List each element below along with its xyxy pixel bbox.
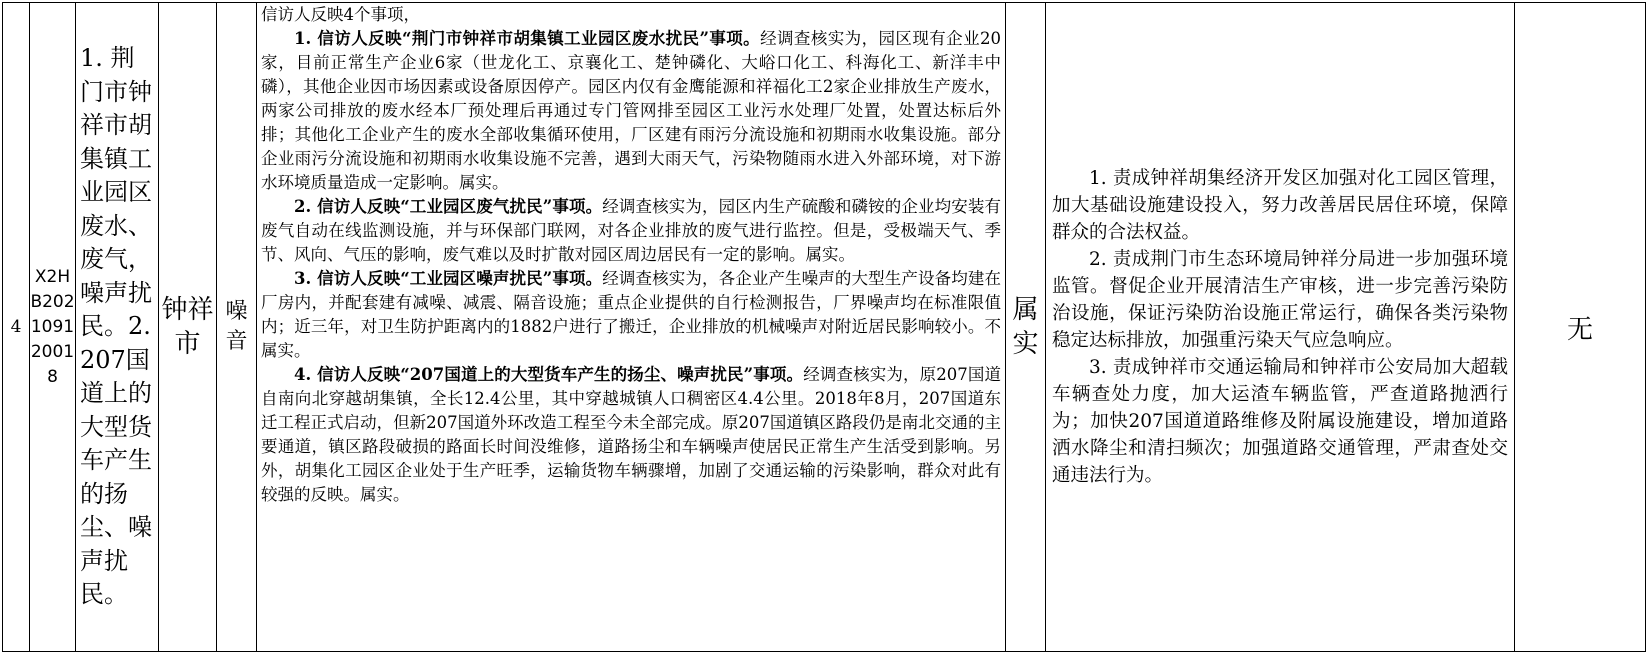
investigation-item-3 [261,267,1001,363]
verdict: 属实 [1006,3,1046,652]
investigation-item-2 [261,195,1001,267]
item-heading: 3. 信访人反映“工业园区噪声扰民”事项。 [294,269,603,288]
petition-table [2,2,1646,652]
region: 钟祥市 [159,3,217,652]
investigation-item-1 [261,27,1001,195]
measure-item: 1. 责成钟祥胡集经济开发区加强对化工园区管理，加大基础设施建设投入，努力改善居民居住环境，保障群众的合法权益。 [1052,168,1508,243]
item-heading: 4. 信访人反映“207国道上的大型货车产生的扬尘、噪声扰民”事项。 [294,365,804,384]
rectification-measures [1046,3,1515,652]
item-body: 经调查核实为，园区现有企业20家，目前正常生产企业6家（世龙化工、京襄化工、楚钟磷化、大峪口化工、科海化工、新洋丰中磷），其他企业因市场因素或设备原因停产。园区内仅有金鹰能源和祥福化工2家企业排放生产废水，两家公司排放的废水经本厂预处理后再通过专门管网排至园区工业污水处理厂处置，处置达标后外排；其他化工企业产生的废水全部收集循环使用，厂区建有雨污分流设施和初期雨水收集设施。部分企业雨污分流设施和初期雨水收集设施不完善，遇到大雨天气，污染物随雨水进入外部环境，对下游水环境质量造成一定影响。属实。 [261,29,1001,192]
pollution-type: 噪音 [217,3,257,652]
investigation-item-4 [261,363,1001,507]
item-body: 经调查核实为，原207国道自南向北穿越胡集镇，全长12.4公里，其中穿越城镇人口稠密区4.4公里。2018年8月，207国道东迁工程正式启动，但新207国道外环改造工程至今未全部完成。原207国道镇区路段仍是南北交通的主要通道，镇区路段破损的路面长时间没维修，道路扬尘和车辆噪声使居民正常生产生活受到影响。另外，胡集化工园区企业处于生产旺季，运输货物车辆骤增，加剧了交通运输的污染影响，群众对此有较强的反映。属实。 [261,365,1001,504]
item-body: 经调查核实为，园区内生产硫酸和磷铵的企业均安装有废气自动在线监测设施，并与环保部门联网，对各企业排放的废气进行监控。但是，受极端天气、季节、风向、气压的影响，废气难以及时扩散对园区周边居民有一定的影响。属实。 [261,197,1001,264]
row-number: 4 [3,3,30,652]
item-body: 经调查核实为，各企业产生噪声的大型生产设备均建在厂房内，并配套建有减噪、减震、隔音设施；重点企业提供的自行检测报告，厂界噪声均在标准限值内；近三年，对卫生防护距离内的1882户进行了搬迁，企业排放的机械噪声对附近居民影响较小。不属实。 [261,269,1001,360]
case-code: X2HB202109120018 [30,3,76,652]
issue-summary: 1. 荆门市钟祥市胡集镇工业园区废水、废气，噪声扰民。2. 207国道上的大型货车产生的扬尘、噪声扰民。 [76,3,159,652]
item-heading: 1. 信访人反映“荆门市钟祥市胡集镇工业园区废水扰民”事项。 [294,29,761,48]
item-heading: 2. 信访人反映“工业园区废气扰民”事项。 [294,197,603,216]
other-column: 无 [1515,3,1646,652]
table-row [3,3,1646,652]
measure-item: 3. 责成钟祥市交通运输局和钟祥市公安局加大超载车辆查处力度，加大运渣车辆监管，严查道路抛洒行为；加快207国道道路维修及附属设施建设，增加道路洒水降尘和清扫频次；加强道路交通管理，严肃查处交通违法行为。 [1052,357,1508,486]
investigation-result [257,3,1006,652]
measure-item: 2. 责成荆门市生态环境局钟祥分局进一步加强环境监管。督促企业开展清洁生产审核，进一步完善污染防治设施，保证污染防治设施正常运行，确保各类污染物稳定达标排放，加强重污染天气应急响应。 [1052,249,1508,351]
investigation-intro: 信访人反映4个事项， [261,5,420,24]
